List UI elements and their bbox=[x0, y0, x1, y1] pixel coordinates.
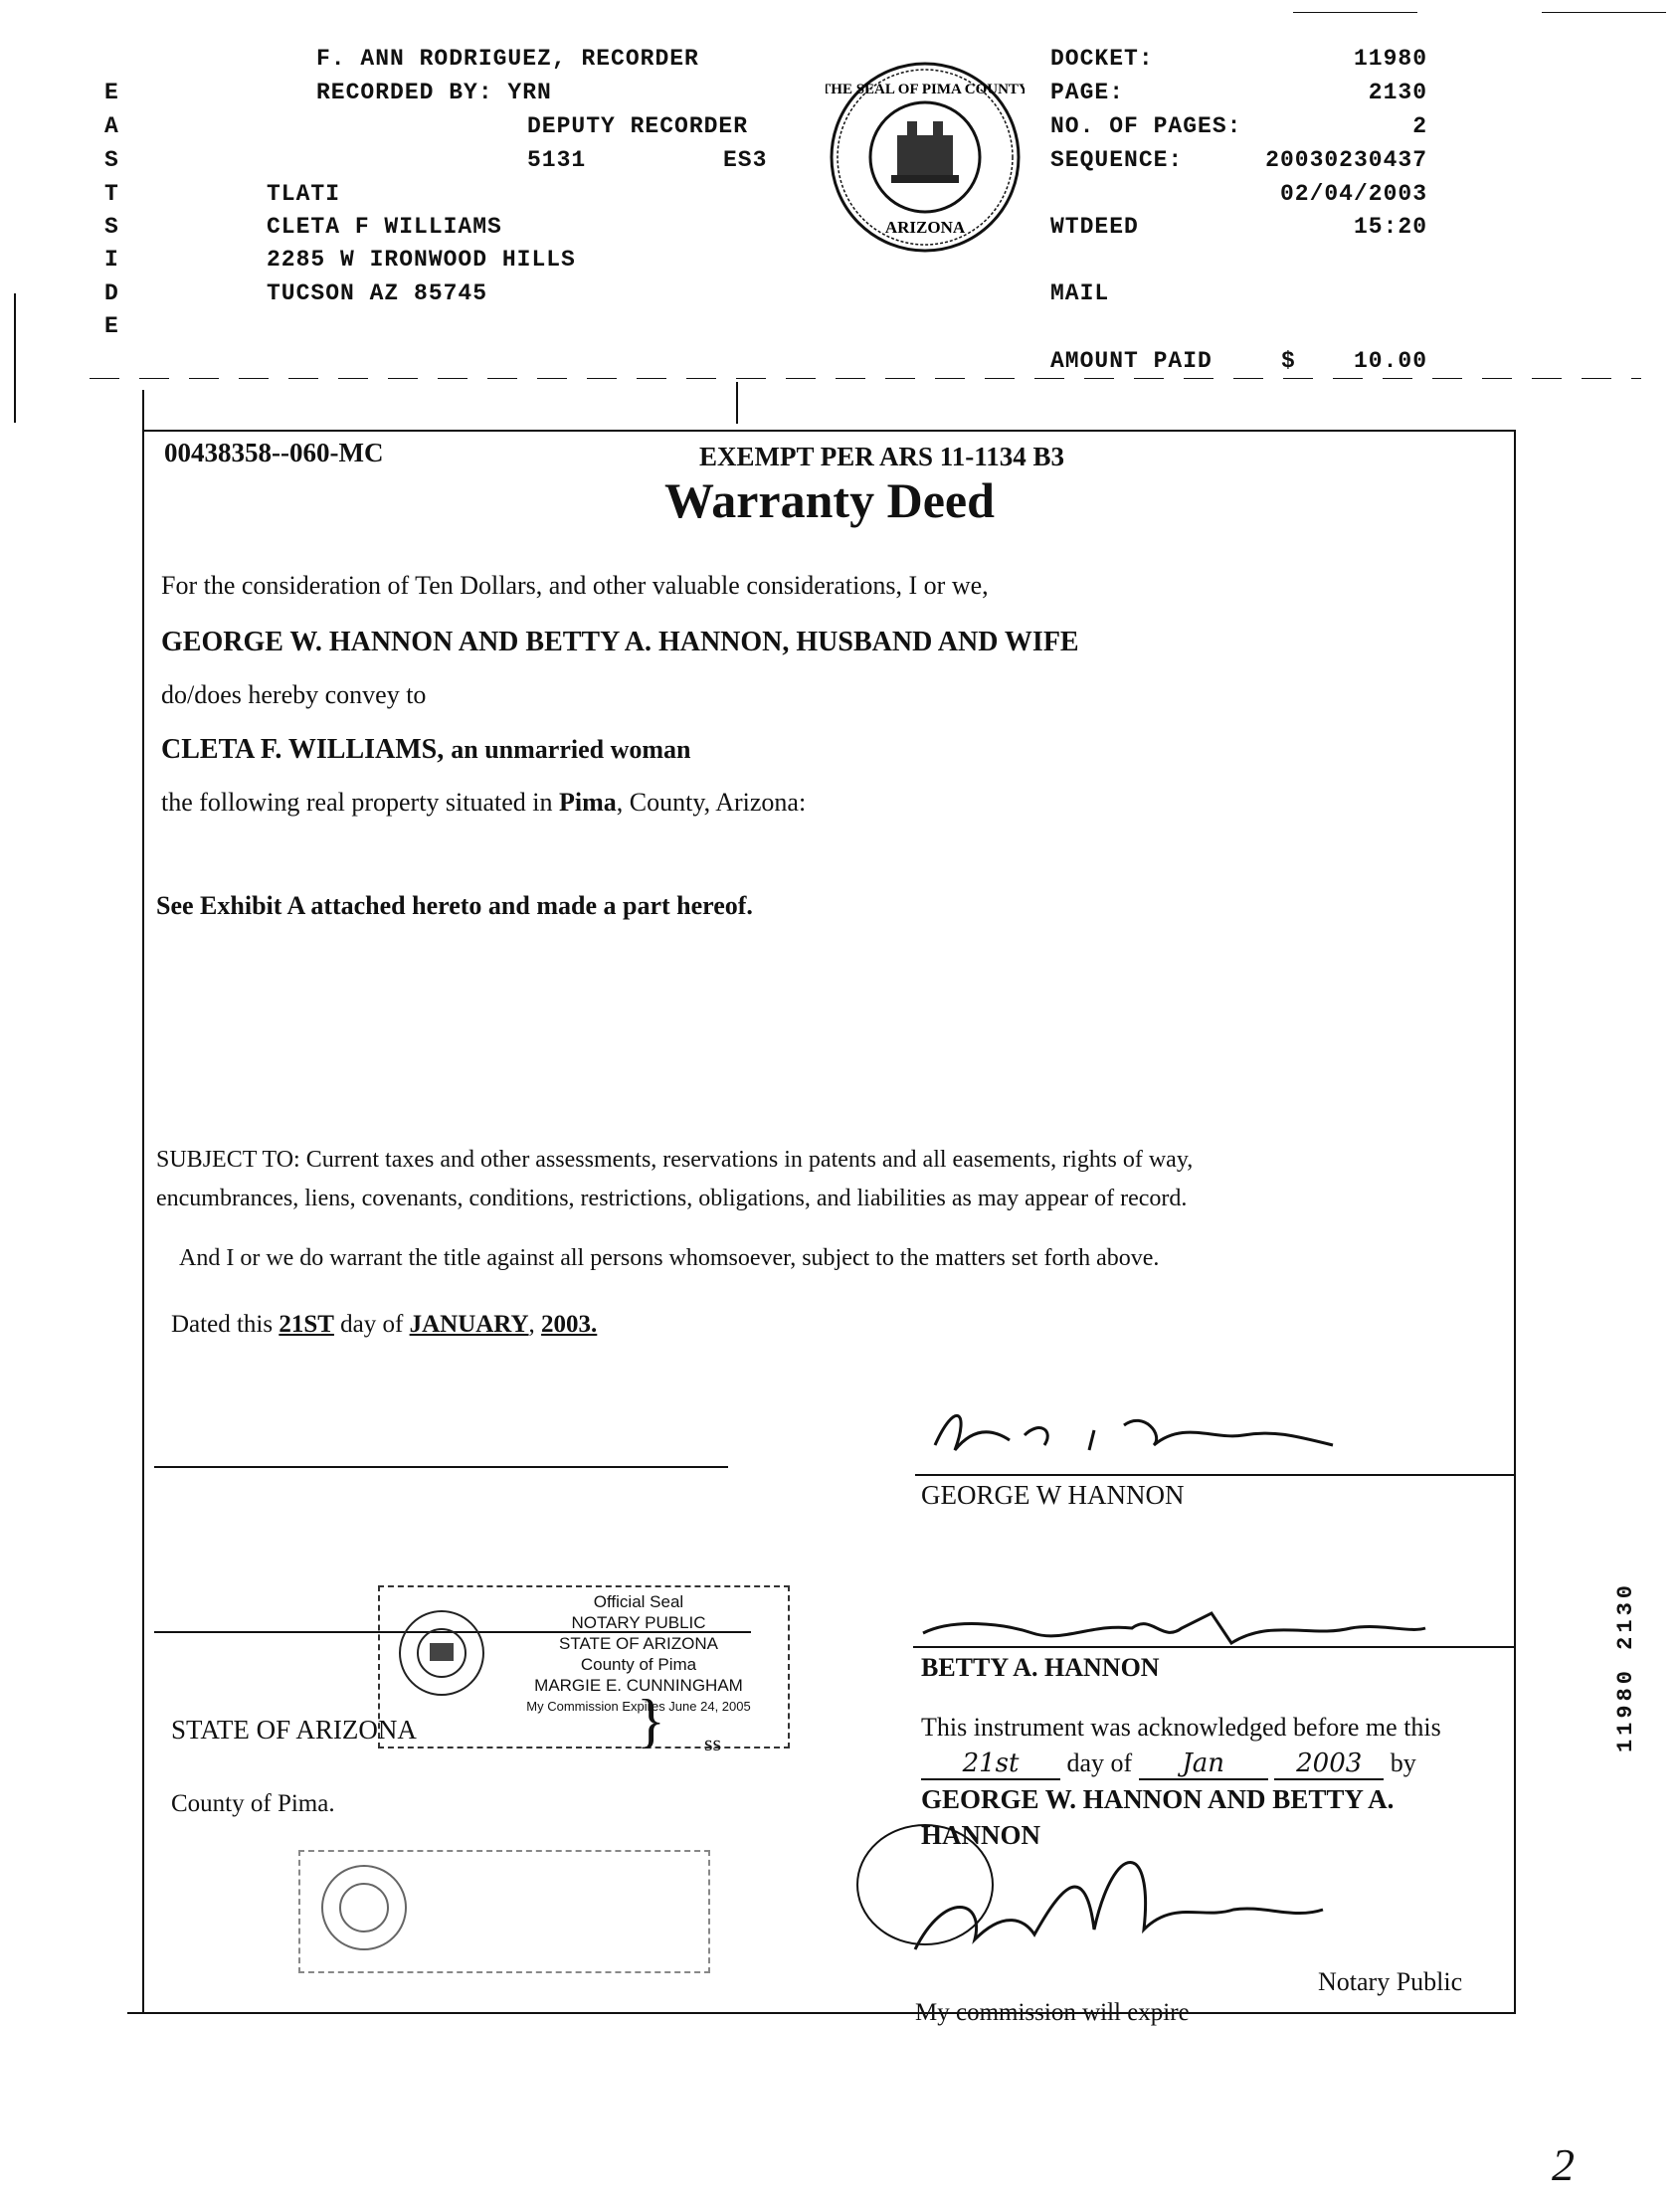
margin-docket-stamp: 11980 2130 bbox=[1613, 1581, 1638, 1753]
ack-line-1: This instrument was acknowledged before me this bbox=[921, 1713, 1441, 1742]
property-county: Pima bbox=[559, 788, 617, 817]
signature-george bbox=[915, 1390, 1363, 1480]
consideration-text: For the consideration of Ten Dollars, and other valuable considerations, I or we, bbox=[161, 571, 989, 600]
commission-expiry: My commission will expire bbox=[915, 1999, 1190, 2026]
ack-line-2 bbox=[921, 1748, 1416, 1780]
property-pre: the following real property situated in bbox=[161, 788, 553, 817]
docket-value: 11980 bbox=[1353, 46, 1427, 72]
signature-line-george bbox=[915, 1474, 1514, 1476]
dated-line: Dated this 21ST day of JANUARY, 2003. bbox=[171, 1311, 598, 1338]
side-letter: S bbox=[104, 214, 119, 240]
exhibit-reference: See Exhibit A attached hereto and made a part hereof. bbox=[156, 891, 753, 920]
subject-to-line-2: encumbrances, liens, covenants, conditions, restrictions, obligations, and liabilities as may appear of record. bbox=[156, 1186, 1188, 1211]
deputy-recorder: DEPUTY RECORDER bbox=[527, 113, 749, 139]
notary-seal-icon bbox=[396, 1607, 487, 1699]
stamp-line: My Commission Expires June 24, 2005 bbox=[526, 1699, 751, 1714]
deed-box-right bbox=[1514, 430, 1516, 2013]
seal-graphic bbox=[826, 58, 1025, 257]
notary-public-label: Notary Public bbox=[1318, 1967, 1463, 1996]
page-value: 2130 bbox=[1368, 80, 1427, 105]
stamp-line: Official Seal bbox=[593, 1592, 684, 1611]
side-letter: A bbox=[104, 113, 119, 139]
address-line-4: TUCSON AZ 85745 bbox=[267, 280, 488, 306]
sequence-value: 20030230437 bbox=[1265, 147, 1427, 173]
exempt-note: EXEMPT PER ARS 11-1134 B3 bbox=[699, 442, 1065, 471]
county-seal bbox=[826, 58, 1025, 257]
address-line-3: 2285 W IRONWOOD HILLS bbox=[267, 247, 576, 273]
recorded-by: RECORDED BY: YRN bbox=[316, 80, 552, 105]
deed-box-top bbox=[142, 430, 1516, 432]
seal-text-top: THE SEAL OF PIMA COUNTY bbox=[826, 82, 1025, 97]
ack-year: 2003 bbox=[1274, 1748, 1384, 1780]
deed-box-left bbox=[142, 390, 144, 2013]
venue-ss: ss bbox=[704, 1731, 722, 1755]
side-letter: D bbox=[104, 280, 119, 306]
signature-line-betty bbox=[913, 1646, 1514, 1648]
record-date: 02/04/2003 bbox=[1279, 181, 1427, 207]
signer-george: GEORGE W HANNON bbox=[921, 1480, 1185, 1510]
stamp-line: STATE OF ARIZONA bbox=[559, 1634, 718, 1653]
faded-seal-icon bbox=[318, 1862, 410, 1953]
edge-mark bbox=[14, 293, 16, 423]
dated-pre: Dated this bbox=[171, 1311, 274, 1338]
mail-flag: MAIL bbox=[1050, 280, 1110, 306]
recorder-code-1: 5131 bbox=[527, 147, 587, 173]
amount-value: 10.00 bbox=[1353, 348, 1427, 374]
ack-names-1: GEORGE W. HANNON AND BETTY A. bbox=[921, 1784, 1395, 1814]
seal-text-bottom: ARIZONA bbox=[884, 218, 966, 237]
edge-mark bbox=[1293, 12, 1417, 13]
pages-value: 2 bbox=[1412, 113, 1427, 139]
address-line-2: CLETA F WILLIAMS bbox=[267, 214, 502, 240]
deed-title: Warranty Deed bbox=[664, 472, 995, 528]
subject-to-line-1: SUBJECT TO: Current taxes and other assessments, reservations in patents and all easements, rights of way, bbox=[156, 1147, 1194, 1173]
notary-stamp bbox=[378, 1585, 790, 1753]
stamp-line: MARGIE E. CUNNINGHAM bbox=[534, 1676, 743, 1695]
record-time: 15:20 bbox=[1353, 214, 1427, 240]
property-location bbox=[161, 788, 806, 818]
ack-month: Jan bbox=[1139, 1748, 1268, 1780]
page-label: PAGE: bbox=[1050, 80, 1125, 105]
perforation-line bbox=[90, 378, 1641, 379]
grantors: GEORGE W. HANNON AND BETTY A. HANNON, HUSBAND AND WIFE bbox=[161, 627, 1079, 657]
doc-type: WTDEED bbox=[1050, 214, 1139, 240]
side-letter: E bbox=[104, 80, 119, 105]
notary-signature bbox=[855, 1810, 1412, 1979]
side-letter: T bbox=[104, 181, 119, 207]
deed-box-bottom bbox=[127, 2012, 1516, 2014]
grantee bbox=[161, 734, 691, 766]
edge-mark bbox=[1542, 12, 1666, 13]
grantee-name: CLETA F. WILLIAMS, bbox=[161, 734, 445, 765]
recorder-code-2: ES3 bbox=[723, 147, 768, 173]
venue-brace: } bbox=[637, 1688, 665, 1753]
grantee-desc: an unmarried woman bbox=[451, 735, 691, 764]
amount-label: AMOUNT PAID bbox=[1050, 348, 1213, 374]
ack-dayof: day of bbox=[1066, 1748, 1133, 1777]
convey-text: do/does hereby convey to bbox=[161, 680, 427, 709]
docket-label: DOCKET: bbox=[1050, 46, 1154, 72]
ack-by: by bbox=[1390, 1748, 1416, 1777]
file-number: 00438358--060-MC bbox=[164, 438, 384, 467]
venue-state: STATE OF ARIZONA bbox=[171, 1715, 417, 1745]
address-line-1: TLATI bbox=[267, 181, 341, 207]
pages-label: NO. OF PAGES: bbox=[1050, 113, 1242, 139]
side-letter: E bbox=[104, 313, 119, 339]
sequence-label: SEQUENCE: bbox=[1050, 147, 1184, 173]
dated-year: 2003. bbox=[541, 1311, 598, 1338]
property-post: , County, Arizona: bbox=[616, 788, 807, 817]
ack-day: 21st bbox=[921, 1748, 1060, 1780]
side-letter: S bbox=[104, 147, 119, 173]
warranty-clause: And I or we do warrant the title against all persons whomsoever, subject to the matters set forth above. bbox=[179, 1245, 1160, 1271]
notary-stamp-faded bbox=[298, 1850, 710, 1973]
page-number: 2 bbox=[1552, 2139, 1575, 2190]
dated-mid: day of bbox=[340, 1311, 404, 1338]
dated-month: JANUARY bbox=[409, 1311, 529, 1338]
stamp-line: NOTARY PUBLIC bbox=[571, 1613, 706, 1632]
deed-box-tick bbox=[736, 382, 738, 424]
stamp-line: County of Pima bbox=[580, 1655, 697, 1674]
side-letter: I bbox=[104, 247, 119, 273]
signer-betty: BETTY A. HANNON bbox=[921, 1653, 1160, 1682]
dated-day: 21ST bbox=[279, 1311, 334, 1338]
blank-signature-line bbox=[154, 1466, 728, 1468]
amount-currency: $ bbox=[1281, 348, 1296, 374]
recorder-name: F. ANN RODRIGUEZ, RECORDER bbox=[316, 46, 699, 72]
venue-county: County of Pima. bbox=[171, 1790, 335, 1817]
ack-names-2: HANNON bbox=[921, 1820, 1040, 1850]
